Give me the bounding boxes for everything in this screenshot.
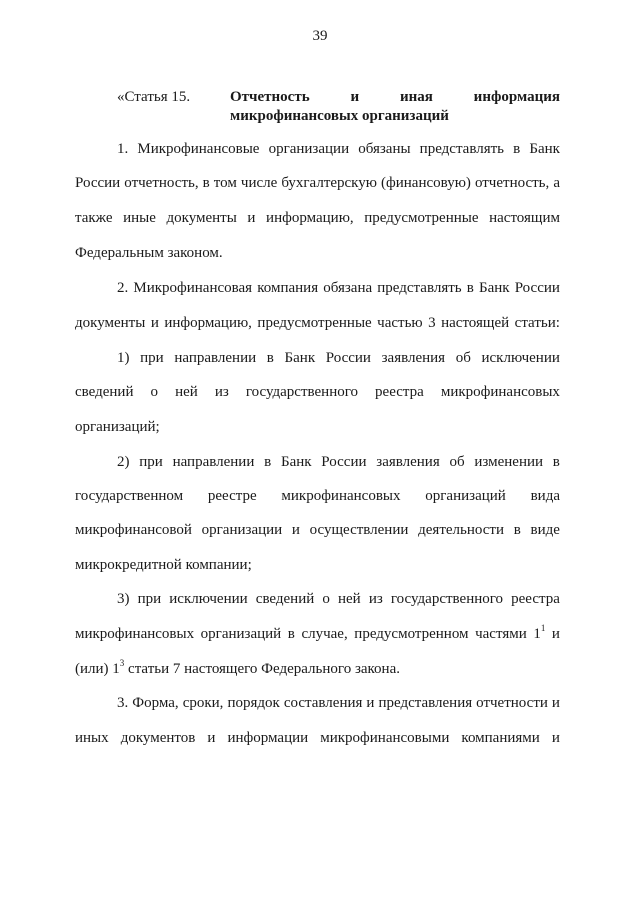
text-word: в	[552, 454, 560, 470]
text-word: ней	[175, 384, 198, 400]
text-line	[75, 242, 560, 264]
text-word: государственном	[75, 488, 184, 504]
text-word: предусмотренные	[257, 315, 372, 331]
text-word: о	[322, 591, 330, 607]
text-word: и	[551, 626, 560, 642]
text-word: в	[513, 141, 521, 157]
text-word: сроки,	[182, 695, 224, 711]
text-word: в	[202, 175, 210, 191]
text-word: микрофинансовых	[440, 384, 560, 400]
text-word: частью	[377, 315, 423, 331]
text-line	[75, 727, 560, 749]
text-word: Форма,	[132, 695, 179, 711]
text-word: организаций	[425, 488, 506, 504]
text-word: 1)	[117, 350, 130, 366]
text-word: отчетность,	[474, 175, 550, 191]
text-word: осуществлении	[309, 522, 409, 538]
text-word: в	[264, 454, 272, 470]
text-word: Банк	[529, 141, 560, 157]
text-word: иных	[75, 730, 109, 746]
text-word: и	[291, 522, 300, 538]
text-word: бухгалтерскую	[281, 175, 377, 191]
text-word: микрофинансовой	[75, 522, 192, 538]
text-line	[117, 451, 560, 473]
text-word: и	[247, 210, 256, 226]
superscript: 1	[540, 623, 546, 633]
text-word: Банк	[478, 280, 510, 296]
text-word: документов	[120, 730, 196, 746]
text-line	[75, 381, 560, 403]
text-word: случае,	[301, 626, 348, 642]
text-word: реестра	[375, 384, 424, 400]
text-word: направлении	[172, 454, 255, 470]
text-word: предусмотренные	[364, 210, 479, 226]
text-line	[75, 312, 560, 334]
text-word: о	[150, 384, 159, 400]
text-word: информацию,	[266, 210, 354, 226]
text-word: в	[266, 350, 274, 366]
text-word: порядок	[227, 695, 280, 711]
text-line	[75, 519, 560, 541]
text-word: сведений	[75, 384, 134, 400]
text-word: Микрофинансовая	[133, 280, 253, 296]
article-title-line1	[230, 88, 560, 107]
text-word: информацию,	[164, 315, 252, 331]
text-word: представлять	[419, 141, 505, 157]
text-word: направлении	[174, 350, 257, 366]
text-word: в	[466, 280, 474, 296]
text-word: ней	[337, 591, 361, 607]
text-run: статьи 7 настоящего Федерального закона.	[124, 661, 400, 677]
text-line	[75, 554, 560, 576]
text-line	[117, 277, 560, 299]
text-word: обязаны	[358, 141, 411, 157]
text-word: микрофинансовых	[281, 488, 401, 504]
article-title	[230, 88, 560, 126]
text-word: при	[137, 591, 162, 607]
text-word: и	[551, 730, 560, 746]
text-word: составления	[283, 695, 363, 711]
text-word: России	[325, 350, 371, 366]
text-word: при	[139, 454, 163, 470]
text-word: и	[366, 695, 375, 711]
text-line	[117, 138, 560, 160]
text-word: заявления	[376, 454, 440, 470]
text-word: частями	[475, 626, 527, 642]
text-run: микрокредитной компании;	[75, 557, 252, 573]
text-word: реестра	[511, 591, 560, 607]
text-word: и	[551, 695, 560, 711]
text-word: документы	[75, 315, 146, 331]
text-word: и	[207, 730, 216, 746]
text-word: 2.	[117, 280, 129, 296]
text-run: Федеральным законом.	[75, 245, 223, 261]
text-word: реестре	[207, 488, 257, 504]
title-word: информация	[473, 89, 560, 105]
text-word: предусмотренном	[354, 626, 469, 642]
text-word: исключении	[481, 350, 560, 366]
text-line	[75, 658, 560, 680]
text-word: Банк	[280, 454, 312, 470]
text-word: отчетности	[476, 695, 548, 711]
article-label: «Статья 15.	[117, 89, 191, 105]
text-word: исключении	[169, 591, 248, 607]
text-word: иные	[123, 210, 156, 226]
text-word: числе	[240, 175, 278, 191]
text-word: в	[287, 626, 295, 642]
text-word: 3.	[117, 695, 129, 711]
text-word: $1^1$	[533, 623, 546, 642]
text-word: организации	[201, 522, 283, 538]
title-word: и	[350, 89, 360, 105]
text-word: Банк	[284, 350, 316, 366]
text-word: и	[150, 315, 159, 331]
text-word: настоящим	[489, 210, 560, 226]
text-line	[117, 692, 560, 714]
text-word: сведений	[255, 591, 315, 607]
text-word: 2)	[117, 454, 130, 470]
text-word: России	[75, 175, 121, 191]
text-word: виде	[530, 522, 560, 538]
text-word: документы	[166, 210, 237, 226]
text-word: представления	[378, 695, 473, 711]
text-word: статьи:	[514, 315, 560, 331]
text-word: 1.	[117, 141, 129, 157]
text-word: также	[75, 210, 113, 226]
text-word: об	[449, 454, 465, 470]
text-word: из	[368, 591, 383, 607]
text-word: организации	[268, 141, 350, 157]
text-word: 3	[428, 315, 436, 331]
title-word: Отчетность	[230, 89, 310, 105]
text-word: заявления	[381, 350, 446, 366]
text-line	[117, 347, 560, 369]
text-word: компаниями	[461, 730, 540, 746]
text-line	[75, 207, 560, 229]
text-word: информации	[227, 730, 309, 746]
text-word: том	[213, 175, 237, 191]
text-word: микрофинансовых	[75, 626, 195, 642]
text-word: при	[140, 350, 164, 366]
text-word: настоящей	[441, 315, 510, 331]
text-line	[75, 172, 560, 194]
article-title-line2: микрофинансовых организаций	[230, 108, 449, 124]
text-word: государственного	[245, 384, 358, 400]
text-line	[75, 416, 560, 438]
text-word: изменении	[474, 454, 544, 470]
text-word: обязана	[323, 280, 373, 296]
text-word: организаций	[200, 626, 282, 642]
text-word: государственного	[390, 591, 504, 607]
text-word: 3)	[117, 591, 130, 607]
text-word: России	[321, 454, 367, 470]
text-word: а	[553, 175, 560, 191]
text-word: деятельности	[418, 522, 504, 538]
text-word: компания	[257, 280, 319, 296]
text-word: из	[214, 384, 229, 400]
title-word: иная	[399, 89, 433, 105]
text-line	[75, 623, 560, 645]
text-word: России	[514, 280, 560, 296]
text-word: Микрофинансовые	[137, 141, 260, 157]
text-word: представлять	[377, 280, 462, 296]
text-line	[117, 588, 560, 610]
text-word: отчетность,	[124, 175, 199, 191]
text-word: вида	[530, 488, 560, 504]
text-run: (или) 1	[75, 661, 120, 677]
text-run: организаций;	[75, 419, 160, 435]
text-word: (финансовую)	[381, 175, 471, 191]
text-line	[75, 485, 560, 507]
page-number: 39	[312, 28, 328, 44]
text-word: об	[455, 350, 471, 366]
text-word: в	[513, 522, 521, 538]
text-word: микрофинансовыми	[320, 730, 450, 746]
superscript: 3	[119, 658, 125, 668]
